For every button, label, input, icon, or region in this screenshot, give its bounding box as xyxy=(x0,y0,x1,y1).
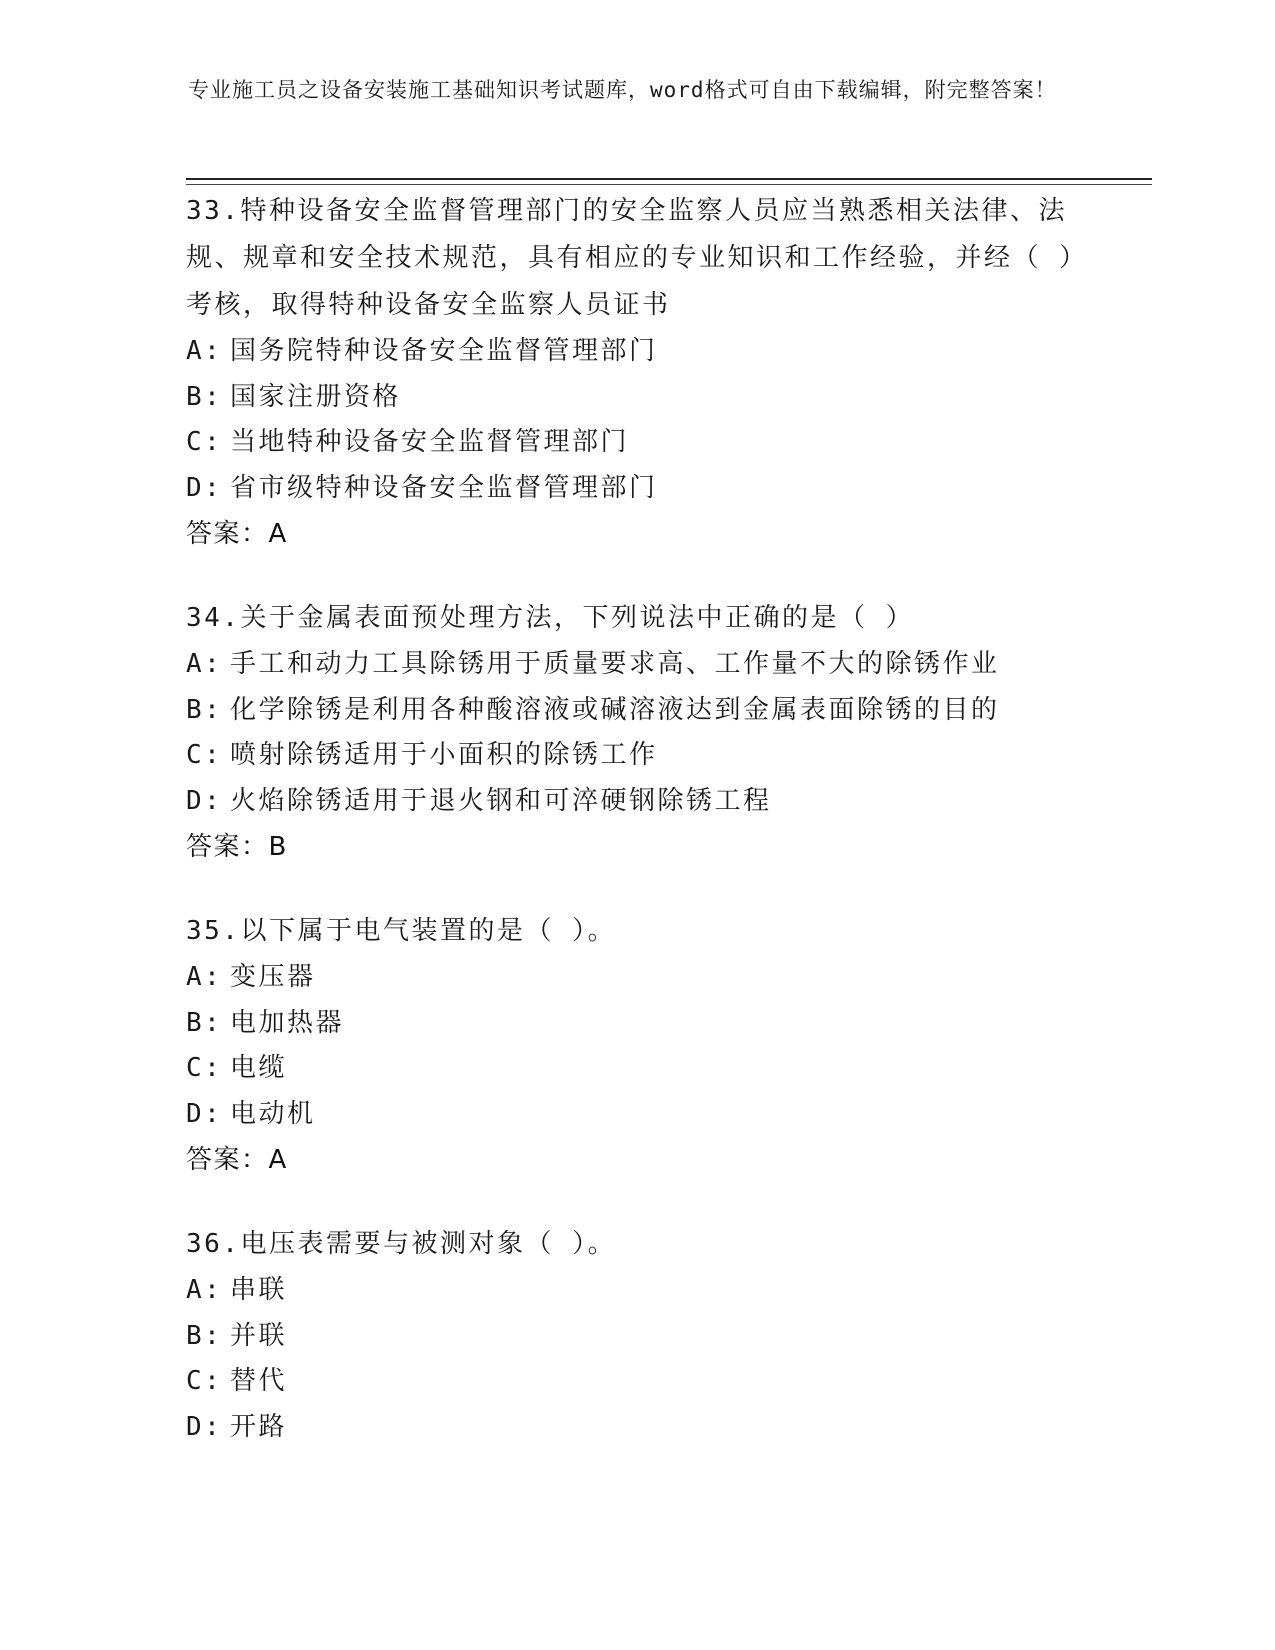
option-letter: C: xyxy=(186,740,223,770)
question-33 xyxy=(186,188,1086,557)
option-letter: A: xyxy=(186,649,223,679)
option-text: 国务院特种设备安全监督管理部门 xyxy=(230,336,658,366)
option-letter: A: xyxy=(186,962,223,992)
option-text: 替代 xyxy=(230,1366,288,1396)
answer-line: 答案：A xyxy=(186,519,288,549)
header-divider-thick xyxy=(186,178,1152,180)
option-b xyxy=(186,1314,1086,1360)
option-text: 手工和动力工具除锈用于质量要求高、工作量不大的除锈作业 xyxy=(230,649,1000,679)
option-d xyxy=(186,466,1086,512)
option-letter: A: xyxy=(186,336,223,366)
option-letter: C: xyxy=(186,427,223,457)
option-a xyxy=(186,642,1086,688)
option-a xyxy=(186,955,1086,1001)
option-letter: D: xyxy=(186,785,223,816)
question-stem: 33.特种设备安全监督管理部门的安全监察人员应当熟悉相关法律、法规、规章和安全技术规范，具有相应的专业知识和工作经验，并经（ ）考核，取得特种设备安全监察人员证书 xyxy=(186,196,1075,320)
option-text: 电加热器 xyxy=(230,1007,345,1038)
option-b xyxy=(186,688,1086,734)
option-c xyxy=(186,733,1086,779)
answer-line: 答案：A xyxy=(186,1145,288,1175)
answer-line: 答案：B xyxy=(186,832,288,862)
option-a xyxy=(186,329,1086,375)
option-letter: B: xyxy=(186,1007,223,1038)
option-text: 国家注册资格 xyxy=(230,381,402,412)
option-text: 电缆 xyxy=(230,1053,288,1083)
option-a xyxy=(186,1268,1086,1314)
option-text: 串联 xyxy=(230,1275,288,1305)
option-b xyxy=(186,1001,1086,1047)
option-letter: D: xyxy=(186,1098,223,1129)
question-stem: 36.电压表需要与被测对象（ ）。 xyxy=(186,1229,617,1259)
option-c xyxy=(186,1046,1086,1092)
option-text: 火焰除锈适用于退火钢和可淬硬钢除锈工程 xyxy=(230,785,772,816)
option-letter: D: xyxy=(186,1411,223,1442)
question-stem: 35.以下属于电气装置的是（ ）。 xyxy=(186,916,617,946)
question-34 xyxy=(186,595,1086,870)
option-text: 喷射除锈适用于小面积的除锈工作 xyxy=(230,740,658,770)
option-text: 当地特种设备安全监督管理部门 xyxy=(230,427,630,457)
option-letter: B: xyxy=(186,1320,223,1351)
question-stem: 34.关于金属表面预处理方法，下列说法中正确的是（ ） xyxy=(186,603,915,633)
option-letter: D: xyxy=(186,472,223,503)
document-header: 专业施工员之设备安装施工基础知识考试题库，word格式可自由下载编辑，附完整答案！ xyxy=(188,78,1057,102)
option-letter: B: xyxy=(186,694,223,725)
question-35 xyxy=(186,908,1086,1183)
option-d xyxy=(186,779,1086,825)
option-text: 变压器 xyxy=(230,962,316,992)
option-d xyxy=(186,1092,1086,1138)
option-d xyxy=(186,1405,1086,1451)
option-letter: C: xyxy=(186,1053,223,1083)
option-b xyxy=(186,375,1086,421)
option-c xyxy=(186,420,1086,466)
header-divider-thin xyxy=(186,184,1152,185)
option-text: 省市级特种设备安全监督管理部门 xyxy=(230,472,658,503)
option-text: 电动机 xyxy=(230,1098,316,1129)
option-text: 并联 xyxy=(230,1320,288,1351)
question-list xyxy=(186,188,1086,1488)
option-letter: B: xyxy=(186,381,223,412)
option-letter: A: xyxy=(186,1275,223,1305)
option-text: 开路 xyxy=(230,1411,288,1442)
option-text: 化学除锈是利用各种酸溶液或碱溶液达到金属表面除锈的目的 xyxy=(230,694,1000,725)
option-letter: C: xyxy=(186,1366,223,1396)
question-36 xyxy=(186,1221,1086,1450)
option-c xyxy=(186,1359,1086,1405)
